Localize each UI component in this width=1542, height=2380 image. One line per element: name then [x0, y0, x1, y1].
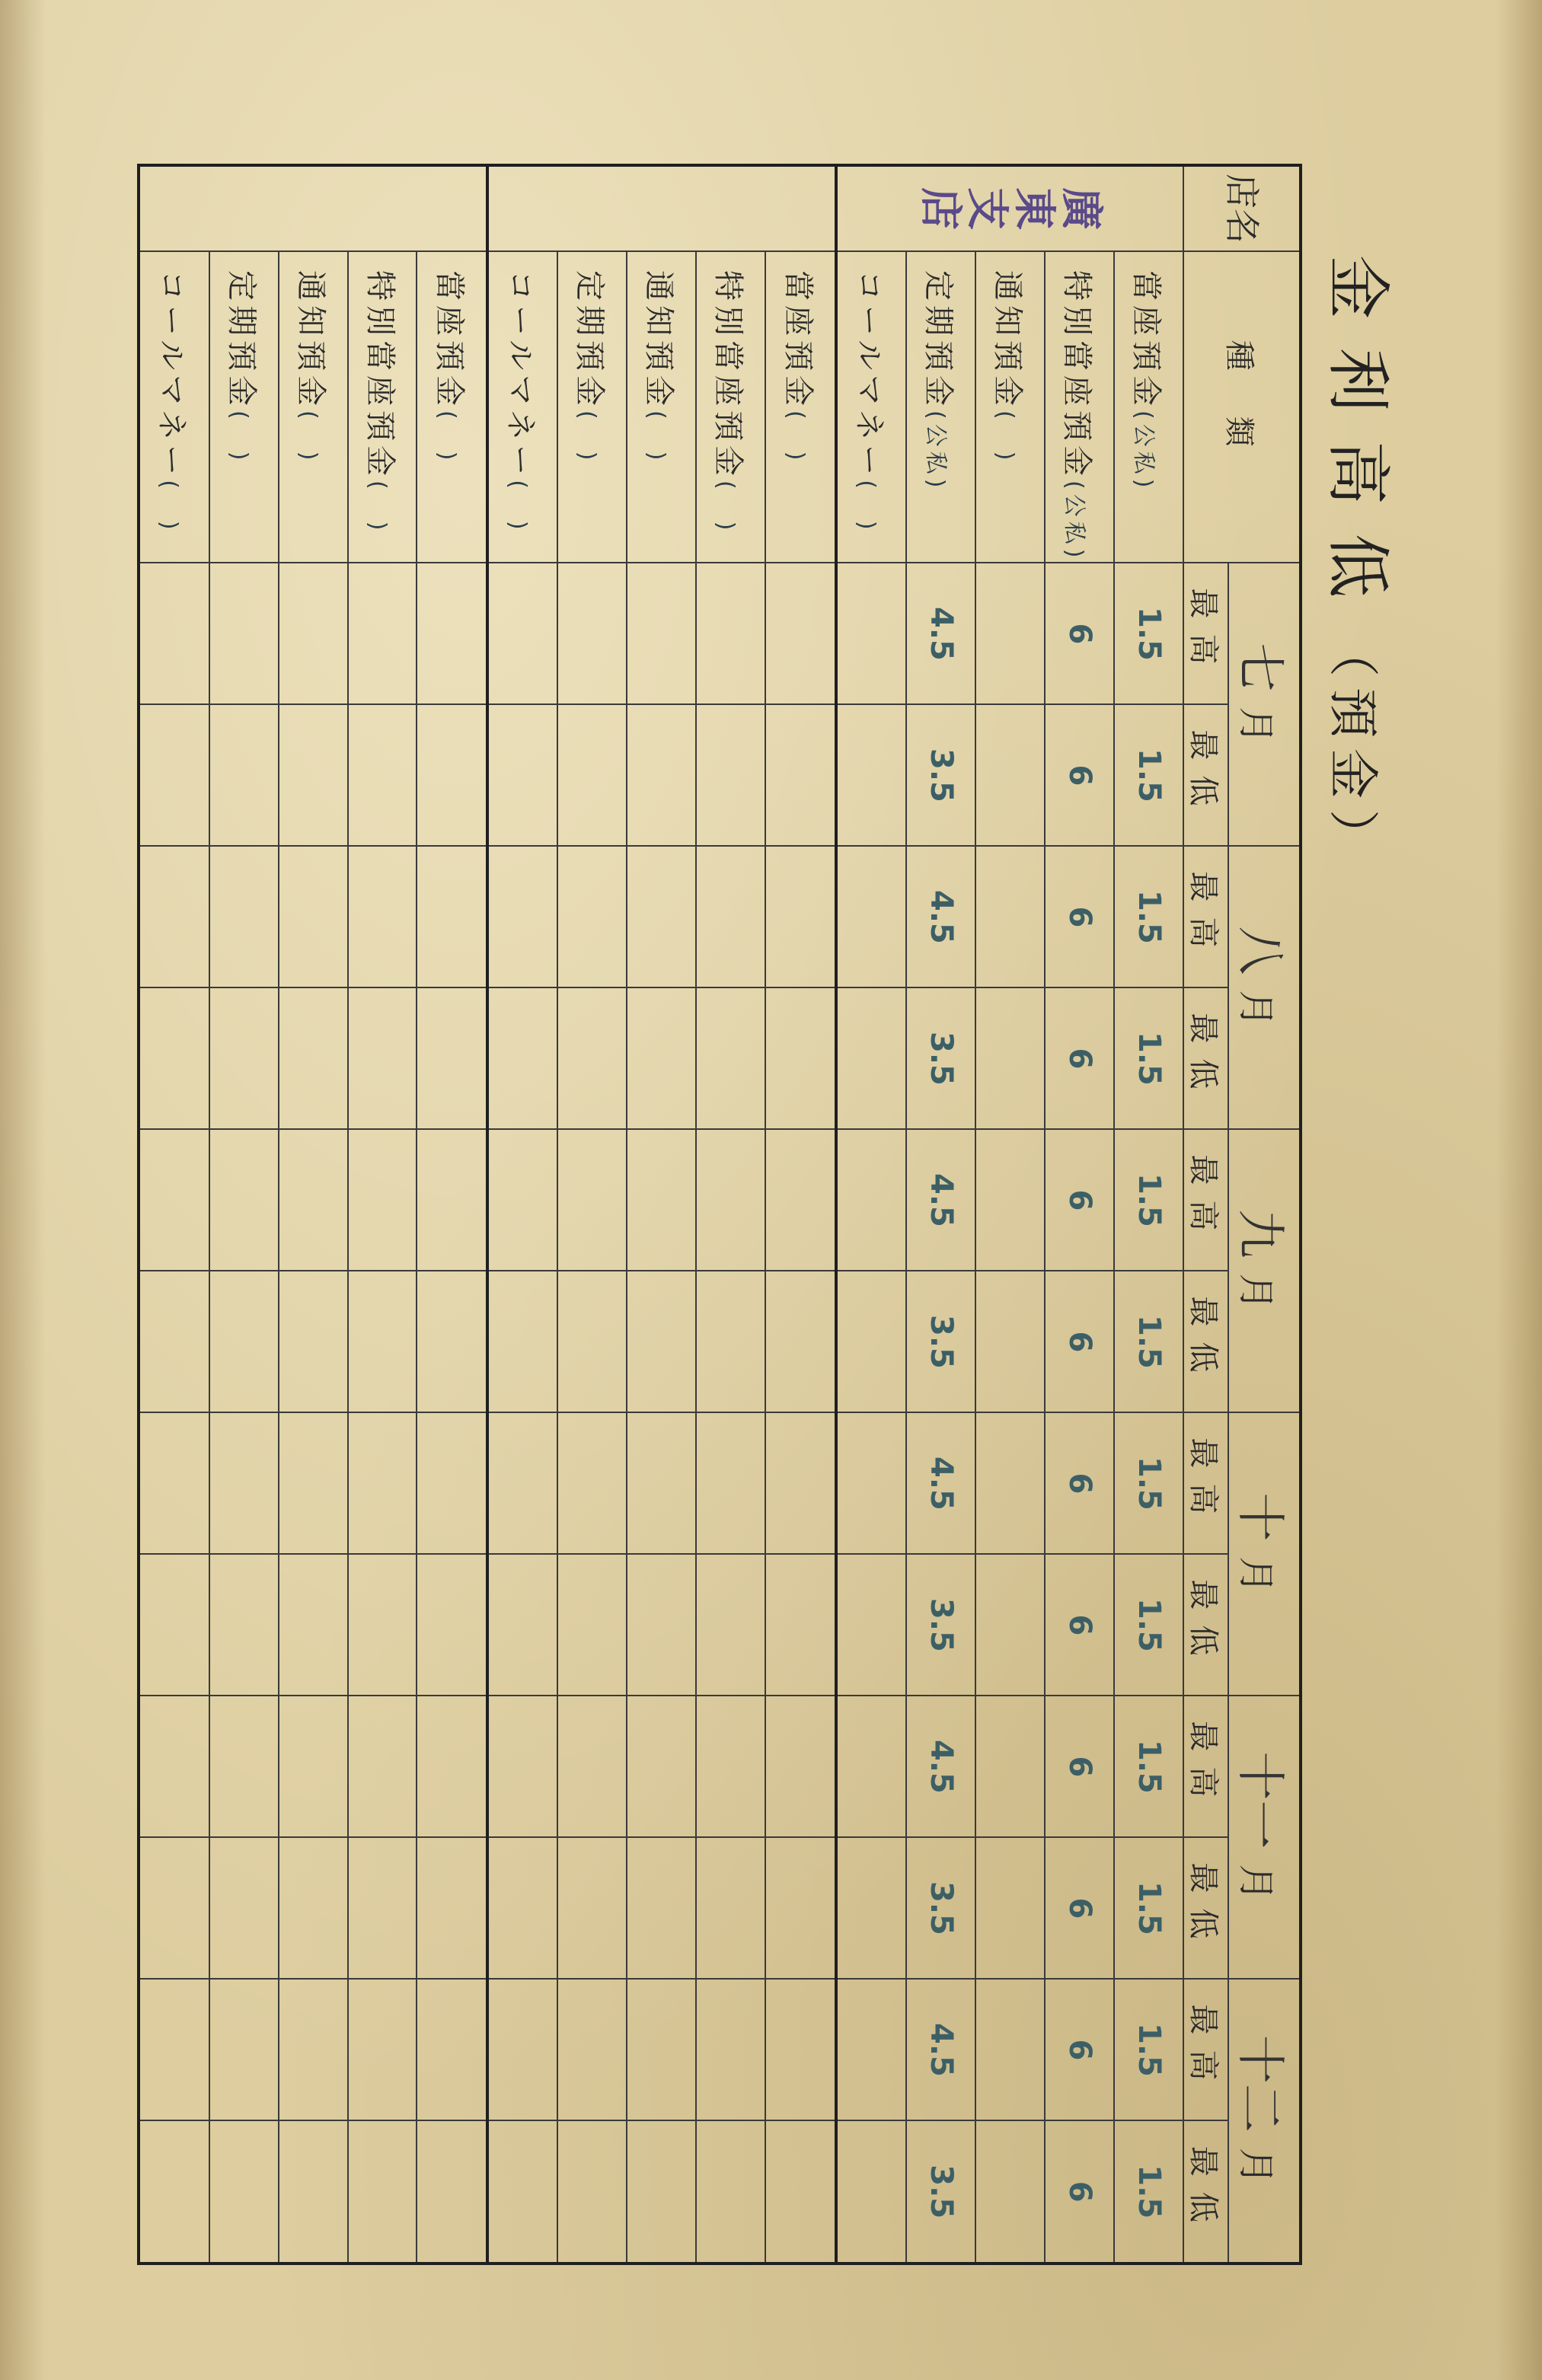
rate-cell — [417, 1554, 487, 1696]
rate-cell: 1.5 — [1114, 1412, 1183, 1554]
header-low: 最低 — [1183, 1837, 1228, 1979]
table-row — [209, 165, 279, 2264]
rate-cell — [765, 1412, 835, 1554]
rate-cell — [836, 563, 906, 704]
rate-cell — [557, 1837, 627, 1979]
rate-cell — [765, 1837, 835, 1979]
table-row — [487, 165, 557, 2264]
deposit-kind: 特別當座預金 — [710, 270, 746, 480]
rate-cell — [279, 987, 348, 1129]
rate-cell: 4.5 — [906, 563, 975, 704]
rate-cell — [417, 1271, 487, 1412]
rate-cell: 1.5 — [1114, 563, 1183, 704]
rate-cell — [487, 2120, 557, 2264]
deposit-kind: 當座預金 — [780, 270, 816, 410]
rate-cell — [627, 1271, 696, 1412]
rate-cell — [417, 1837, 487, 1979]
rate-cell — [487, 704, 557, 846]
rate-cell — [975, 704, 1045, 846]
deposit-kind: 通知預金 — [292, 270, 328, 410]
rate-cell: 3.5 — [906, 1554, 975, 1696]
rate-cell — [627, 704, 696, 846]
deposit-kind: コールマネー — [851, 270, 887, 480]
deposit-kind-note: ( ) — [573, 410, 601, 465]
rate-cell — [139, 563, 209, 704]
rate-cell — [279, 1979, 348, 2120]
deposit-kind-note: ( ) — [504, 480, 532, 534]
rate-cell: 3.5 — [906, 1271, 975, 1412]
rate-cell — [417, 1129, 487, 1271]
header-month-8: 八月 — [1228, 846, 1301, 1129]
table-row — [348, 165, 417, 2264]
rate-cell — [975, 1837, 1045, 1979]
rate-cell — [836, 1412, 906, 1554]
rate-cell: 6 — [1045, 563, 1114, 704]
table-row — [975, 165, 1045, 2264]
rate-cell — [139, 1412, 209, 1554]
rate-cell: 6 — [1045, 1696, 1114, 1837]
rate-cell — [417, 1412, 487, 1554]
rate-cell — [487, 1979, 557, 2120]
rate-cell — [279, 846, 348, 987]
rate-cell — [139, 1837, 209, 1979]
deposit-kind-note: (公私) — [922, 410, 950, 493]
deposit-kind-cell — [906, 251, 975, 563]
deposit-kind-cell — [836, 251, 906, 563]
rate-cell — [696, 704, 765, 846]
header-high: 最高 — [1183, 1696, 1228, 1837]
rate-cell — [836, 987, 906, 1129]
rate-cell — [696, 846, 765, 987]
rate-cell — [417, 2120, 487, 2264]
rate-cell: 1.5 — [1114, 1271, 1183, 1412]
rate-cell — [765, 1696, 835, 1837]
table-row — [627, 165, 696, 2264]
deposit-kind-cell — [417, 251, 487, 563]
rate-cell — [348, 1554, 417, 1696]
rate-cell — [557, 846, 627, 987]
header-store: 店名 — [1183, 165, 1301, 251]
deposit-kind-note: ( ) — [225, 410, 252, 465]
rate-cell — [557, 2120, 627, 2264]
header-low: 最低 — [1183, 1271, 1228, 1412]
header-kind: 種類 — [1183, 251, 1301, 563]
rate-cell — [627, 563, 696, 704]
rate-cell — [557, 704, 627, 846]
rate-cell: 6 — [1045, 1554, 1114, 1696]
header-high: 最高 — [1183, 846, 1228, 987]
rate-cell — [279, 1271, 348, 1412]
rate-cell — [836, 846, 906, 987]
rate-cell — [279, 1129, 348, 1271]
rate-cell: 6 — [1045, 1979, 1114, 2120]
rate-cell — [417, 1696, 487, 1837]
rate-cell — [209, 1837, 279, 1979]
rate-cell — [487, 1696, 557, 1837]
store-name-cell — [139, 165, 487, 251]
rate-cell — [696, 1837, 765, 1979]
rate-cell — [348, 987, 417, 1129]
rate-cell — [696, 1979, 765, 2120]
rate-cell — [765, 704, 835, 846]
deposit-kind-note: (公私) — [1061, 480, 1088, 563]
rate-cell: 1.5 — [1114, 1837, 1183, 1979]
table-row — [1045, 165, 1114, 2264]
rate-cell — [557, 1554, 627, 1696]
deposit-kind-cell — [487, 251, 557, 563]
rate-cell — [836, 1554, 906, 1696]
page-edge-right — [1496, 0, 1542, 2380]
rate-cell — [348, 1412, 417, 1554]
rate-cell — [139, 1979, 209, 2120]
rate-cell — [557, 1412, 627, 1554]
rate-cell — [139, 987, 209, 1129]
rate-cell — [627, 1696, 696, 1837]
header-month-7: 七月 — [1228, 563, 1301, 846]
table-row — [139, 165, 209, 2264]
rate-cell — [627, 987, 696, 1129]
rate-cell: 1.5 — [1114, 846, 1183, 987]
rate-cell — [348, 1979, 417, 2120]
deposit-kind-note: ( ) — [294, 410, 321, 465]
rate-cell — [975, 1979, 1045, 2120]
rate-cell — [417, 987, 487, 1129]
rate-cell — [975, 1696, 1045, 1837]
deposit-kind-cell — [627, 251, 696, 563]
rate-cell: 4.5 — [906, 1412, 975, 1554]
rate-cell — [417, 1979, 487, 2120]
rate-cell: 6 — [1045, 704, 1114, 846]
rate-cell — [209, 846, 279, 987]
rate-cell — [627, 1979, 696, 2120]
deposit-kind-cell — [1114, 251, 1183, 563]
rate-cell — [139, 704, 209, 846]
rate-cell — [279, 704, 348, 846]
rate-cell — [209, 1979, 279, 2120]
rate-cell — [765, 1554, 835, 1696]
deposit-kind: 特別當座預金 — [362, 270, 397, 480]
rate-cell — [348, 1696, 417, 1837]
rate-cell — [348, 846, 417, 987]
rate-cell — [557, 1271, 627, 1412]
deposit-kind-cell — [557, 251, 627, 563]
deposit-kind-cell — [1045, 251, 1114, 563]
rate-cell — [836, 1271, 906, 1412]
rate-cell — [557, 1696, 627, 1837]
rate-cell — [209, 704, 279, 846]
rate-cell — [975, 987, 1045, 1129]
rate-cell: 6 — [1045, 1129, 1114, 1271]
header-month-9: 九月 — [1228, 1129, 1301, 1412]
rate-cell: 4.5 — [906, 1129, 975, 1271]
rate-cell: 6 — [1045, 1271, 1114, 1412]
rate-cell: 6 — [1045, 846, 1114, 987]
header-row-months — [1228, 165, 1301, 2264]
rate-cell: 6 — [1045, 1837, 1114, 1979]
rate-cell — [209, 1696, 279, 1837]
rate-cell — [627, 1129, 696, 1271]
rate-cell — [487, 1412, 557, 1554]
rate-cell — [975, 846, 1045, 987]
table-row — [765, 165, 835, 2264]
rate-cell — [627, 2120, 696, 2264]
rate-cell — [975, 1129, 1045, 1271]
rate-cell — [279, 1554, 348, 1696]
table-row — [836, 165, 906, 2264]
rate-cell — [696, 1554, 765, 1696]
rate-cell — [696, 1129, 765, 1271]
rate-cell: 6 — [1045, 987, 1114, 1129]
rate-cell: 1.5 — [1114, 704, 1183, 846]
rate-cell — [836, 2120, 906, 2264]
deposit-kind-note: ( ) — [712, 480, 739, 535]
rate-cell — [279, 563, 348, 704]
rate-cell — [696, 1696, 765, 1837]
deposit-kind: 通知預金 — [641, 270, 677, 410]
table-body — [139, 165, 1183, 2264]
rate-cell — [696, 1271, 765, 1412]
rate-cell — [975, 1554, 1045, 1696]
deposit-kind: 定期預金 — [921, 270, 956, 410]
rate-cell — [487, 1837, 557, 1979]
rate-cell — [696, 1412, 765, 1554]
rate-cell — [765, 1271, 835, 1412]
header-high: 最高 — [1183, 1979, 1228, 2120]
rate-cell — [627, 1837, 696, 1979]
rate-cell: 4.5 — [906, 1979, 975, 2120]
rate-cell — [139, 1271, 209, 1412]
deposit-kind: 特別當座預金 — [1059, 270, 1095, 480]
deposit-kind: コールマネー — [503, 270, 538, 480]
rate-cell — [765, 2120, 835, 2264]
header-month-11: 十一月 — [1228, 1696, 1301, 1979]
rate-cell — [765, 846, 835, 987]
rate-cell — [627, 846, 696, 987]
deposit-kind: 當座預金 — [1129, 270, 1164, 410]
rate-cell — [139, 846, 209, 987]
rate-cell — [975, 2120, 1045, 2264]
rate-cell — [487, 987, 557, 1129]
deposit-kind-note: ( ) — [363, 480, 391, 535]
title-main: 金利高低 — [1320, 255, 1395, 627]
deposit-kind: コールマネー — [154, 270, 190, 480]
rotated-form — [137, 164, 1395, 2265]
form-title — [1317, 255, 1409, 870]
rate-cell — [279, 1837, 348, 1979]
rate-cell — [139, 1696, 209, 1837]
rate-cell — [836, 1837, 906, 1979]
deposit-kind-cell — [139, 251, 209, 563]
rate-cell — [209, 1129, 279, 1271]
rate-cell — [627, 1412, 696, 1554]
rate-cell — [209, 1271, 279, 1412]
rate-cell — [348, 563, 417, 704]
store-name-cell — [487, 165, 836, 251]
page-edge-left — [0, 0, 46, 2380]
deposit-kind-note: ( ) — [991, 410, 1019, 465]
rate-cell — [836, 1129, 906, 1271]
rate-cell — [557, 987, 627, 1129]
header-high: 最高 — [1183, 1412, 1228, 1554]
deposit-kind: 定期預金 — [223, 270, 259, 410]
rate-cell — [209, 1412, 279, 1554]
interest-rate-table — [137, 164, 1302, 2265]
rate-cell — [279, 1412, 348, 1554]
rate-cell — [836, 1696, 906, 1837]
rate-cell — [765, 1979, 835, 2120]
header-low: 最低 — [1183, 2120, 1228, 2264]
rate-cell — [417, 846, 487, 987]
deposit-kind-note: ( ) — [853, 480, 880, 534]
deposit-kind: 當座預金 — [431, 270, 467, 410]
deposit-kind-note: ( ) — [433, 410, 460, 465]
rate-cell — [209, 563, 279, 704]
rate-cell — [696, 987, 765, 1129]
rate-cell: 1.5 — [1114, 2120, 1183, 2264]
rate-cell — [139, 2120, 209, 2264]
table-row — [1114, 165, 1183, 2264]
rate-cell: 1.5 — [1114, 1129, 1183, 1271]
rate-cell: 1.5 — [1114, 1554, 1183, 1696]
deposit-kind-cell — [279, 251, 348, 563]
rate-cell: 6 — [1045, 2120, 1114, 2264]
table-row — [417, 165, 487, 2264]
deposit-kind-note: ( ) — [781, 410, 809, 465]
deposit-kind-cell — [209, 251, 279, 563]
rate-cell — [487, 1129, 557, 1271]
rate-cell — [696, 2120, 765, 2264]
rate-cell — [765, 1129, 835, 1271]
rate-cell — [765, 563, 835, 704]
table-row — [279, 165, 348, 2264]
rate-cell — [139, 1129, 209, 1271]
rate-cell — [627, 1554, 696, 1696]
rate-cell — [975, 1412, 1045, 1554]
header-month-12: 十二月 — [1228, 1979, 1301, 2264]
deposit-kind-cell — [765, 251, 835, 563]
rate-cell — [348, 1271, 417, 1412]
rate-cell — [487, 1271, 557, 1412]
rate-cell: 3.5 — [906, 704, 975, 846]
deposit-kind: 定期預金 — [572, 270, 608, 410]
table-row — [557, 165, 627, 2264]
rate-cell — [279, 1696, 348, 1837]
rate-cell — [417, 704, 487, 846]
rate-cell: 1.5 — [1114, 1696, 1183, 1837]
rate-cell — [348, 2120, 417, 2264]
deposit-kind-note: (公私) — [1130, 410, 1157, 493]
rate-cell — [487, 846, 557, 987]
header-low: 最低 — [1183, 987, 1228, 1129]
rate-cell — [139, 1554, 209, 1696]
rate-cell — [209, 987, 279, 1129]
rate-cell: 4.5 — [906, 846, 975, 987]
deposit-kind-note: ( ) — [155, 480, 183, 534]
rate-cell — [557, 563, 627, 704]
header-high: 最高 — [1183, 563, 1228, 704]
rate-cell — [557, 1979, 627, 2120]
rate-cell — [487, 563, 557, 704]
rate-cell: 4.5 — [906, 1696, 975, 1837]
rate-cell — [487, 1554, 557, 1696]
title-sub: （預金） — [1323, 627, 1382, 871]
rate-cell — [975, 1271, 1045, 1412]
deposit-kind-cell — [975, 251, 1045, 563]
deposit-kind-cell — [696, 251, 765, 563]
store-name-cell — [836, 165, 1183, 251]
rate-cell — [696, 563, 765, 704]
rate-cell — [348, 1837, 417, 1979]
rate-cell — [209, 1554, 279, 1696]
rate-cell — [836, 704, 906, 846]
deposit-kind-note: ( ) — [643, 410, 670, 465]
rate-cell — [348, 704, 417, 846]
rate-cell: 1.5 — [1114, 987, 1183, 1129]
rate-cell: 3.5 — [906, 987, 975, 1129]
header-low: 最低 — [1183, 1554, 1228, 1696]
rate-cell — [348, 1129, 417, 1271]
rate-cell — [557, 1129, 627, 1271]
rate-cell — [765, 987, 835, 1129]
header-low: 最低 — [1183, 704, 1228, 846]
rate-cell — [975, 563, 1045, 704]
table-row — [696, 165, 765, 2264]
rate-cell — [209, 2120, 279, 2264]
header-high: 最高 — [1183, 1129, 1228, 1271]
rate-cell — [836, 1979, 906, 2120]
deposit-kind: 通知預金 — [990, 270, 1026, 410]
rate-cell: 3.5 — [906, 1837, 975, 1979]
rate-cell: 1.5 — [1114, 1979, 1183, 2120]
table-row — [906, 165, 975, 2264]
deposit-kind-cell — [348, 251, 417, 563]
store-name: 廣東支店 — [915, 187, 1106, 230]
rate-cell: 6 — [1045, 1412, 1114, 1554]
header-month-10: 十月 — [1228, 1412, 1301, 1696]
rate-cell — [279, 2120, 348, 2264]
rate-cell — [417, 563, 487, 704]
rate-cell: 3.5 — [906, 2120, 975, 2264]
